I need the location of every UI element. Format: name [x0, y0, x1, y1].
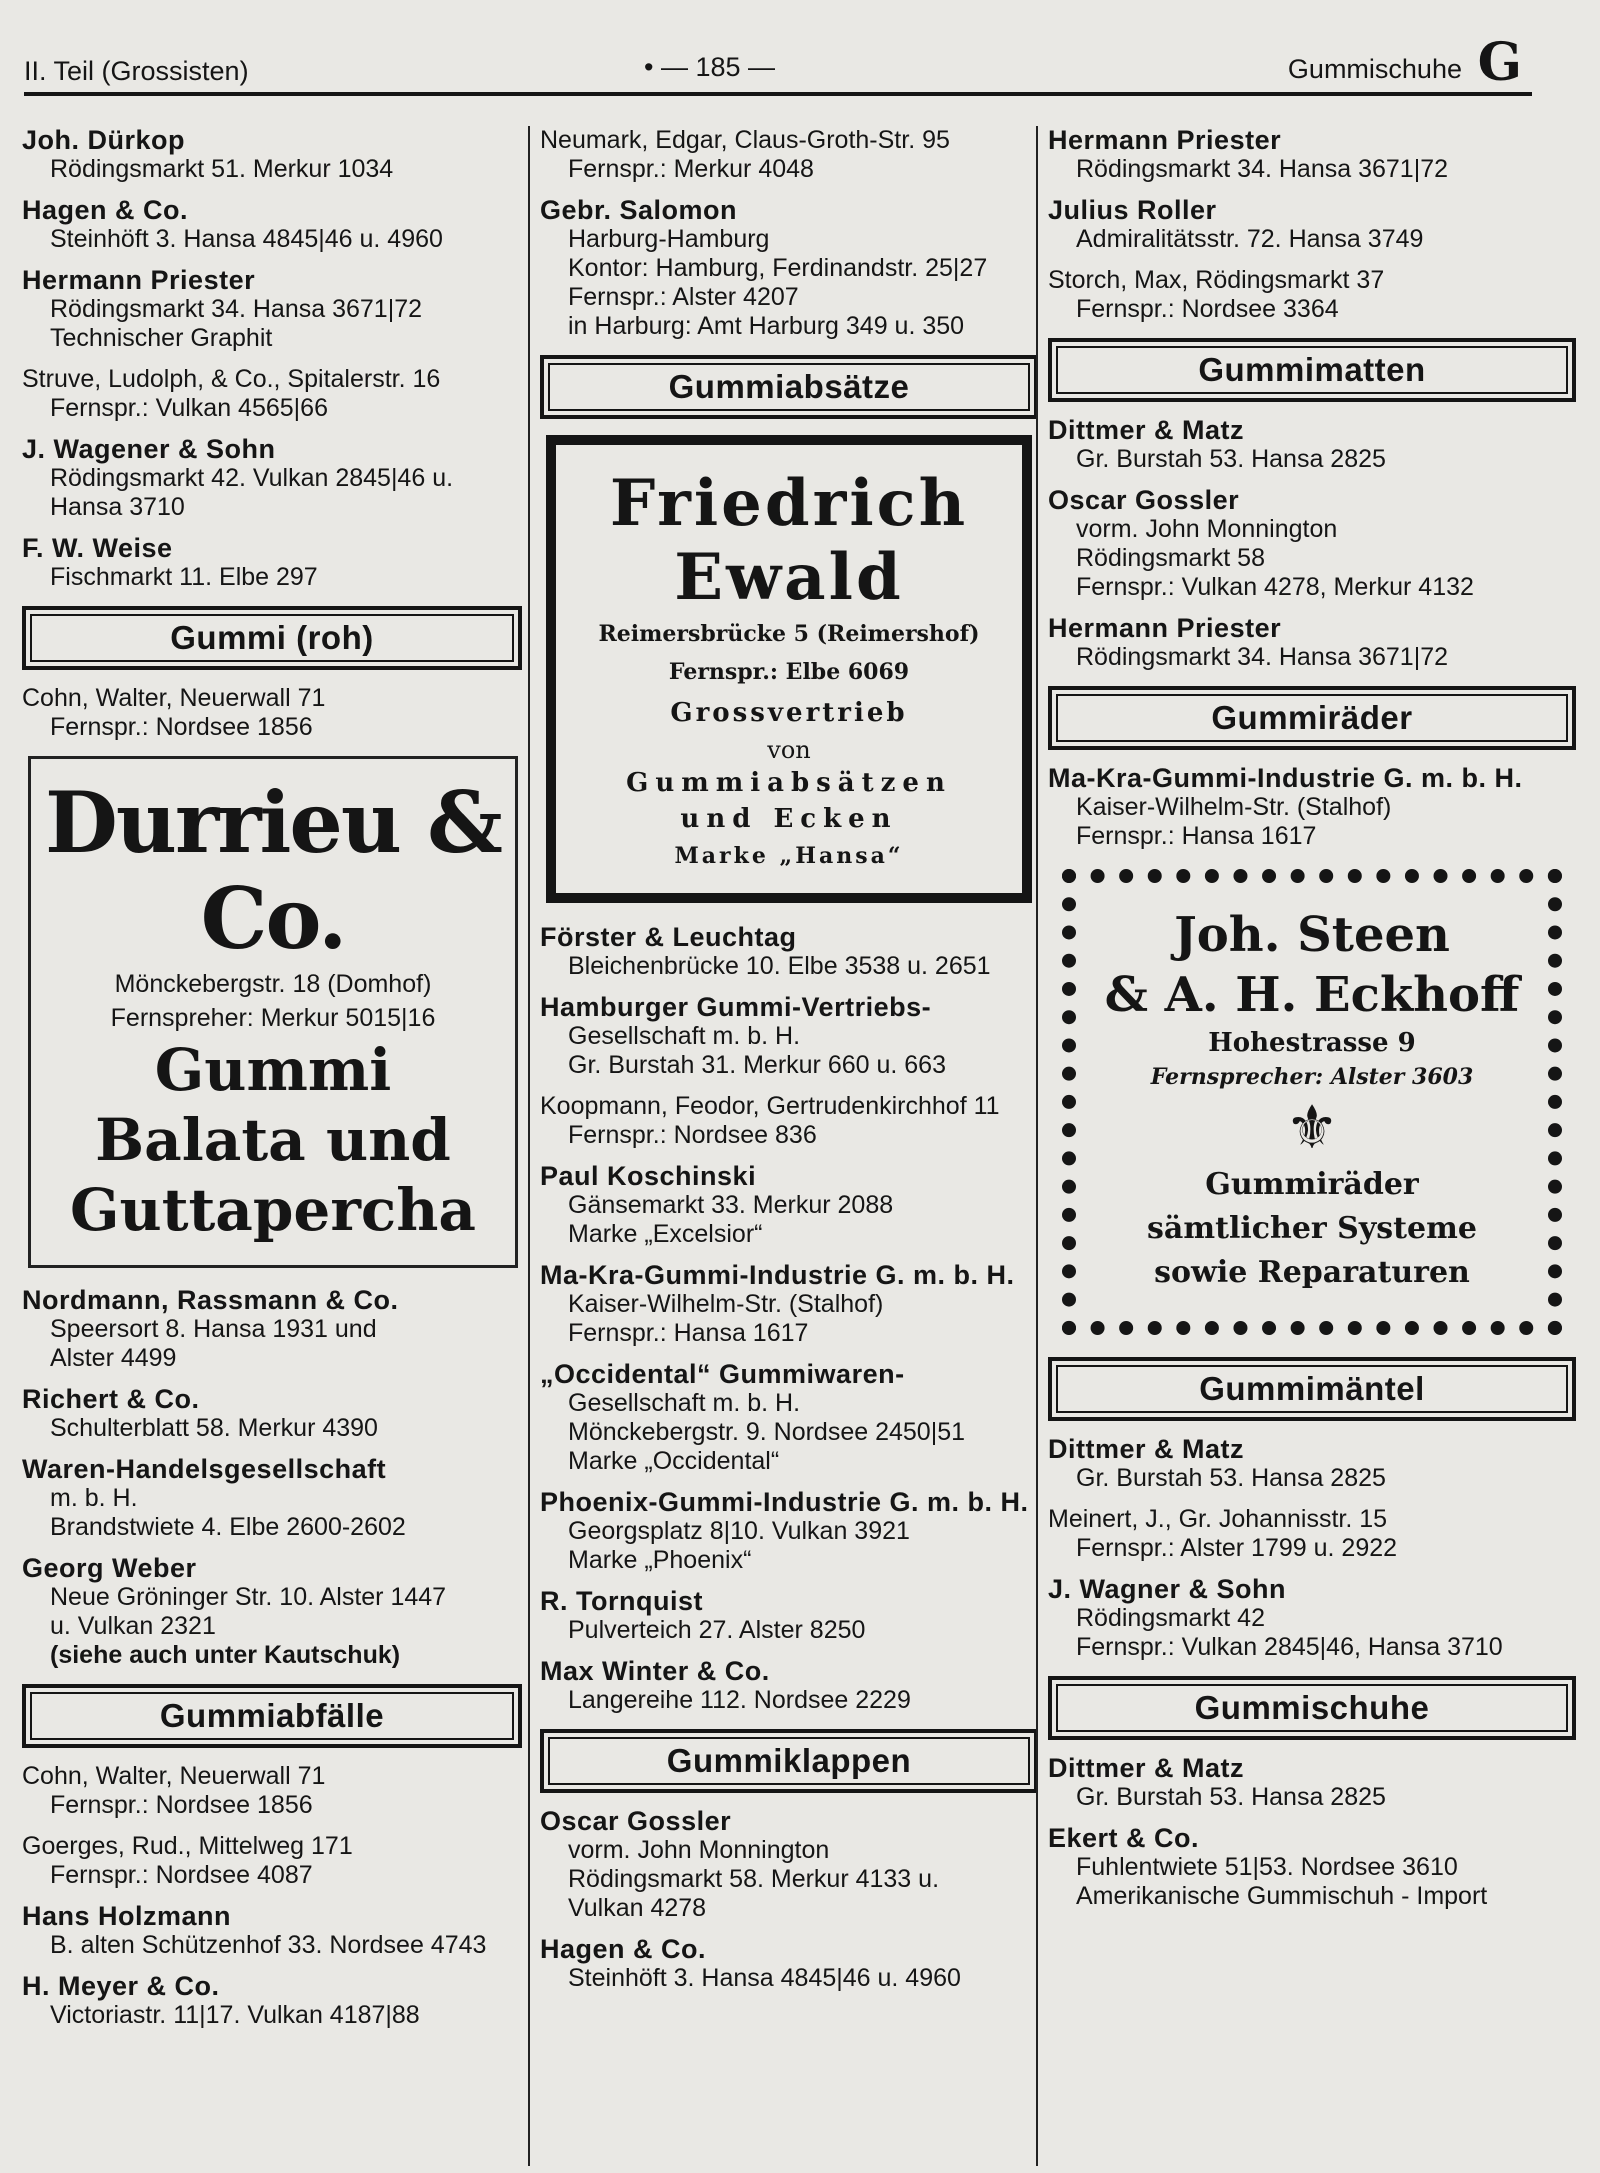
firm-detail-line: Victoriastr. 11|17. Vulkan 4187|88	[50, 2001, 420, 2029]
firm-detail-line: Fernspr.: Nordsee 836	[568, 1121, 817, 1149]
firm-detail-line: Technischer Graphit	[50, 324, 273, 352]
section-heading: Gummimatten	[1048, 338, 1576, 402]
firm-name: „Occidental“ Gummiwaren-	[540, 1359, 905, 1389]
directory-entry	[22, 1762, 522, 1820]
firm-detail-line: Pulverteich 27. Alster 8250	[568, 1616, 866, 1644]
firm-detail-line: Neue Gröninger Str. 10. Alster 1447	[50, 1583, 447, 1611]
firm-detail-line: Rödingsmarkt 42	[1076, 1604, 1265, 1632]
firm-detail-line: Rödingsmarkt 58	[1076, 544, 1265, 572]
firm-detail-line: in Harburg: Amt Harburg 349 u. 350	[568, 312, 965, 340]
directory-entry	[540, 196, 1038, 341]
firm-detail-line: Brandstwiete 4. Elbe 2600-2602	[50, 1513, 406, 1541]
firm-name: Joh. Dürkop	[22, 125, 186, 155]
firm-name: F. W. Weise	[22, 533, 173, 563]
firm-detail-line: Rödingsmarkt 58. Merkur 4133 u.	[568, 1865, 940, 1893]
firm-name: Goerges, Rud., Mittelweg 171	[22, 1832, 353, 1860]
firm-name: Gebr. Salomon	[540, 195, 738, 225]
entry-list	[1048, 126, 1576, 324]
ad-product-line: Gummi	[154, 1036, 392, 1104]
entry-list	[1048, 416, 1576, 672]
firm-detail-line: Rödingsmarkt 51. Merkur 1034	[50, 155, 394, 183]
directory-entry	[22, 266, 522, 353]
directory-entry	[22, 1902, 522, 1960]
ad-phone: Fernsprecher: Alster 3603	[1150, 1064, 1474, 1090]
firm-detail-line: Marke „Occidental“	[568, 1447, 780, 1475]
entry-list	[22, 126, 522, 592]
directory-entry	[540, 1360, 1038, 1476]
section-running-title: Gummischuhe	[1287, 54, 1462, 84]
firm-name: Max Winter & Co.	[540, 1656, 770, 1686]
directory-entry	[540, 1162, 1038, 1249]
ad-address: Reimersbrücke 5 (Reimershof)	[598, 621, 980, 647]
firm-detail-line: Steinhöft 3. Hansa 4845|46 u. 4960	[50, 225, 443, 253]
firm-name: Hans Holzmann	[22, 1901, 232, 1931]
ad-address: Hohestrasse 9	[1208, 1028, 1416, 1058]
ad-brand: Marke „Hansa“	[674, 843, 904, 869]
directory-entry	[540, 1807, 1038, 1923]
directory-entry	[1048, 196, 1576, 254]
firm-detail-line: u. Vulkan 2321	[50, 1612, 216, 1640]
firm-name: Ekert & Co.	[1048, 1823, 1200, 1853]
firm-detail-line: Gr. Burstah 53. Hansa 2825	[1076, 1783, 1386, 1811]
firm-name: Phoenix-Gummi-Industrie G. m. b. H.	[540, 1487, 1029, 1517]
directory-entry	[22, 1286, 522, 1373]
firm-name: J. Wagener & Sohn	[22, 434, 276, 464]
firm-name: Förster & Leuchtag	[540, 922, 797, 952]
entry-list	[22, 1762, 522, 2030]
entry-list	[540, 1807, 1038, 1993]
firm-detail-line: Fernspr.: Nordsee 1856	[50, 1791, 313, 1819]
firm-name: Cohn, Walter, Neuerwall 71	[22, 1762, 326, 1790]
section-heading: Gummiräder	[1048, 686, 1576, 750]
ad-product-line: sowie Reparaturen	[1154, 1255, 1470, 1290]
entry-list	[22, 1286, 522, 1670]
part-title: II. Teil (Grossisten)	[24, 56, 249, 86]
ad-von: von	[767, 736, 811, 764]
firm-detail-line: Fernspr.: Vulkan 4565|66	[50, 394, 328, 422]
firm-name: Nordmann, Rassmann & Co.	[22, 1285, 399, 1315]
firm-detail-line: Kaiser-Wilhelm-Str. (Stalhof)	[1076, 793, 1392, 821]
firm-detail-line: vorm. John Monnington	[1076, 515, 1338, 543]
firm-detail-line: Fernspr.: Vulkan 4278, Merkur 4132	[1076, 573, 1474, 601]
firm-name: J. Wagner & Sohn	[1048, 1574, 1287, 1604]
page-header	[24, 32, 1532, 96]
firm-name: Hamburger Gummi-Vertriebs-	[540, 992, 932, 1022]
column-2	[528, 126, 1038, 2166]
firm-name: Dittmer & Matz	[1048, 1434, 1245, 1464]
firm-detail-line: Speersort 8. Hansa 1931 und	[50, 1315, 377, 1343]
firm-name: Cohn, Walter, Neuerwall 71	[22, 684, 326, 712]
firm-name: Georg Weber	[22, 1553, 197, 1583]
directory-entry	[1048, 266, 1576, 324]
directory-entry	[1048, 1754, 1576, 1812]
firm-name: Waren-Handelsgesellschaft	[22, 1454, 387, 1484]
directory-entry	[22, 365, 522, 423]
firm-detail-line: Kontor: Hamburg, Ferdinandstr. 25|27	[568, 254, 988, 282]
directory-entry	[22, 126, 522, 184]
firm-detail-line: Marke „Excelsior“	[568, 1220, 763, 1248]
firm-name: Koopmann, Feodor, Gertrudenkirchhof 11	[540, 1092, 1000, 1120]
entry-list	[1048, 1435, 1576, 1662]
index-letter: G	[1477, 32, 1522, 93]
firm-name: Storch, Max, Rödingsmarkt 37	[1048, 266, 1385, 294]
directory-entry	[540, 993, 1038, 1080]
firm-detail-line: Amerikanische Gummischuh - Import	[1076, 1882, 1488, 1910]
entry-list	[1048, 764, 1576, 851]
firm-detail-line: Gr. Burstah 31. Merkur 660 u. 663	[568, 1051, 946, 1079]
firm-detail-line: Fernspr.: Vulkan 2845|46, Hansa 3710	[1076, 1633, 1503, 1661]
firm-name: Oscar Gossler	[540, 1806, 732, 1836]
page-number: • — 185 —	[644, 52, 776, 82]
directory-entry	[22, 1385, 522, 1443]
firm-detail-line: Fernspr.: Nordsee 1856	[50, 713, 313, 741]
directory-entry	[22, 1832, 522, 1890]
firm-name: Hermann Priester	[22, 265, 256, 295]
firm-name: Hagen & Co.	[540, 1934, 707, 1964]
firm-detail-line: Fernspr.: Alster 4207	[568, 283, 799, 311]
ad-headline: Grossvertrieb	[670, 698, 908, 728]
directory-entry	[1048, 1505, 1576, 1563]
firm-detail-line: Fuhlentwiete 51|53. Nordsee 3610	[1076, 1853, 1458, 1881]
directory-entry	[540, 923, 1038, 981]
firm-detail-line: Rödingsmarkt 42. Vulkan 2845|46 u.	[50, 464, 454, 492]
firm-detail-line: Fernspr.: Hansa 1617	[1076, 822, 1317, 850]
firm-name: Hagen & Co.	[22, 195, 189, 225]
advertisement-ewald	[546, 435, 1032, 903]
firm-detail-line: Hansa 3710	[50, 493, 185, 521]
entry-list	[22, 684, 522, 742]
column-1	[22, 126, 522, 2042]
directory-entry	[540, 1935, 1038, 1993]
firm-detail-line: Harburg-Hamburg	[568, 225, 770, 253]
firm-name: Neumark, Edgar, Claus-Groth-Str. 95	[540, 126, 950, 154]
section-heading: Gummiabsätze	[540, 355, 1038, 419]
directory-entry	[1048, 1575, 1576, 1662]
directory-entry	[1048, 486, 1576, 602]
firm-detail-line: Admiralitätsstr. 72. Hansa 3749	[1076, 225, 1424, 253]
firm-name: Dittmer & Matz	[1048, 415, 1245, 445]
firm-detail-line: Rödingsmarkt 34. Hansa 3671|72	[50, 295, 422, 323]
firm-name: H. Meyer & Co.	[22, 1971, 220, 2001]
firm-detail-line: Fischmarkt 11. Elbe 297	[50, 563, 318, 591]
directory-entry	[540, 1488, 1038, 1575]
directory-entry	[540, 1587, 1038, 1645]
ad-firm-name-line2: Ewald	[674, 540, 904, 615]
advertisement-steen-eckhoff	[1062, 869, 1562, 1335]
entry-list	[1048, 1754, 1576, 1911]
firm-name: Struve, Ludolph, & Co., Spitalerstr. 16	[22, 365, 441, 393]
entry-list	[540, 923, 1038, 1715]
directory-entry	[1048, 764, 1576, 851]
firm-name: Hermann Priester	[1048, 125, 1282, 155]
firm-detail-line: Rödingsmarkt 34. Hansa 3671|72	[1076, 155, 1448, 183]
directory-entry	[540, 1261, 1038, 1348]
firm-detail-line: Alster 4499	[50, 1344, 177, 1372]
firm-detail-line: Rödingsmarkt 34. Hansa 3671|72	[1076, 643, 1448, 671]
directory-entry	[22, 534, 522, 592]
firm-detail-line: Schulterblatt 58. Merkur 4390	[50, 1414, 378, 1442]
firm-name: Dittmer & Matz	[1048, 1753, 1245, 1783]
firm-name: Ma-Kra-Gummi-Industrie G. m. b. H.	[540, 1260, 1015, 1290]
firm-detail-line: Gänsemarkt 33. Merkur 2088	[568, 1191, 894, 1219]
firm-detail-line: Fernspr.: Hansa 1617	[568, 1319, 809, 1347]
firm-detail-line: Gr. Burstah 53. Hansa 2825	[1076, 445, 1386, 473]
directory-entry	[540, 1657, 1038, 1715]
firm-detail-line: Marke „Phoenix“	[568, 1546, 752, 1574]
firm-name: R. Tornquist	[540, 1586, 703, 1616]
firm-name: Ma-Kra-Gummi-Industrie G. m. b. H.	[1048, 763, 1523, 793]
section-heading: Gummi (roh)	[22, 606, 522, 670]
firm-detail-line: Georgsplatz 8|10. Vulkan 3921	[568, 1517, 910, 1545]
firm-detail-line: Steinhöft 3. Hansa 4845|46 u. 4960	[568, 1964, 961, 1992]
firm-detail-line: Gesellschaft m. b. H.	[568, 1389, 801, 1417]
firm-name: Paul Koschinski	[540, 1161, 757, 1191]
firm-detail-line: m. b. H.	[50, 1484, 138, 1512]
directory-entry	[22, 1972, 522, 2030]
directory-entry	[1048, 1435, 1576, 1493]
firm-detail-line: Fernspr.: Nordsee 4087	[50, 1861, 313, 1889]
firm-detail-line: Fernspr.: Alster 1799 u. 2922	[1076, 1534, 1398, 1562]
ad-firm-name-line1: Joh. Steen	[1174, 907, 1450, 963]
ad-firm-name-line1: Friedrich	[609, 466, 969, 541]
ad-firm-name-line2: & A. H. Eckhoff	[1104, 967, 1520, 1023]
firm-detail-line: Gr. Burstah 53. Hansa 2825	[1076, 1464, 1386, 1492]
directory-entry	[1048, 614, 1576, 672]
directory-entry	[22, 1455, 522, 1542]
ad-product-line: Gummiräder	[1205, 1167, 1419, 1202]
ad-product-line: Guttapercha	[70, 1176, 476, 1244]
ornament-icon: ⚜	[1285, 1094, 1339, 1161]
entry-list	[540, 126, 1038, 341]
ad-products-line2: und Ecken	[680, 804, 898, 834]
directory-entry	[540, 1092, 1038, 1150]
firm-detail-line: vorm. John Monnington	[568, 1836, 830, 1864]
directory-entry	[540, 126, 1038, 184]
firm-name: Hermann Priester	[1048, 613, 1282, 643]
firm-detail-line: Bleichenbrücke 10. Elbe 3538 u. 2651	[568, 952, 991, 980]
directory-entry	[1048, 1824, 1576, 1911]
ad-product-line: sämtlicher Systeme	[1147, 1211, 1477, 1246]
firm-detail-line: Fernspr.: Merkur 4048	[568, 155, 814, 183]
firm-name: Oscar Gossler	[1048, 485, 1240, 515]
section-heading: Gummiabfälle	[22, 1684, 522, 1748]
firm-name: Richert & Co.	[22, 1384, 200, 1414]
ad-firm-name: Durrieu & Co.	[45, 773, 501, 968]
directory-entry	[22, 1554, 522, 1670]
firm-name: Julius Roller	[1048, 195, 1217, 225]
section-heading: Gummischuhe	[1048, 1676, 1576, 1740]
advertisement-durrieu	[28, 756, 518, 1268]
firm-detail-line: Mönckebergstr. 9. Nordsee 2450|51	[568, 1418, 966, 1446]
ad-products-line1: Gummiabsätzen	[626, 768, 952, 798]
ad-address: Mönckebergstr. 18 (Domhof)	[114, 970, 432, 998]
firm-detail-line: Fernspr.: Nordsee 3364	[1076, 295, 1339, 323]
directory-entry	[1048, 416, 1576, 474]
firm-detail-line: Vulkan 4278	[568, 1894, 707, 1922]
ad-phone: Fernspreher: Merkur 5015|16	[110, 1004, 436, 1032]
directory-entry	[22, 435, 522, 522]
section-heading: Gummiklappen	[540, 1729, 1038, 1793]
ad-phone: Fernspr.: Elbe 6069	[668, 659, 910, 685]
column-3	[1036, 126, 1576, 2166]
directory-entry	[22, 196, 522, 254]
firm-detail-line: (siehe auch unter Kautschuk)	[50, 1641, 401, 1669]
section-heading: Gummimäntel	[1048, 1357, 1576, 1421]
ad-product-line: Balata und	[95, 1106, 451, 1174]
firm-detail-line: Langereihe 112. Nordsee 2229	[568, 1686, 911, 1714]
directory-entry	[1048, 126, 1576, 184]
firm-detail-line: B. alten Schützenhof 33. Nordsee 4743	[50, 1931, 487, 1959]
firm-detail-line: Kaiser-Wilhelm-Str. (Stalhof)	[568, 1290, 884, 1318]
directory-entry	[22, 684, 522, 742]
firm-detail-line: Gesellschaft m. b. H.	[568, 1022, 801, 1050]
firm-name: Meinert, J., Gr. Johannisstr. 15	[1048, 1505, 1388, 1533]
